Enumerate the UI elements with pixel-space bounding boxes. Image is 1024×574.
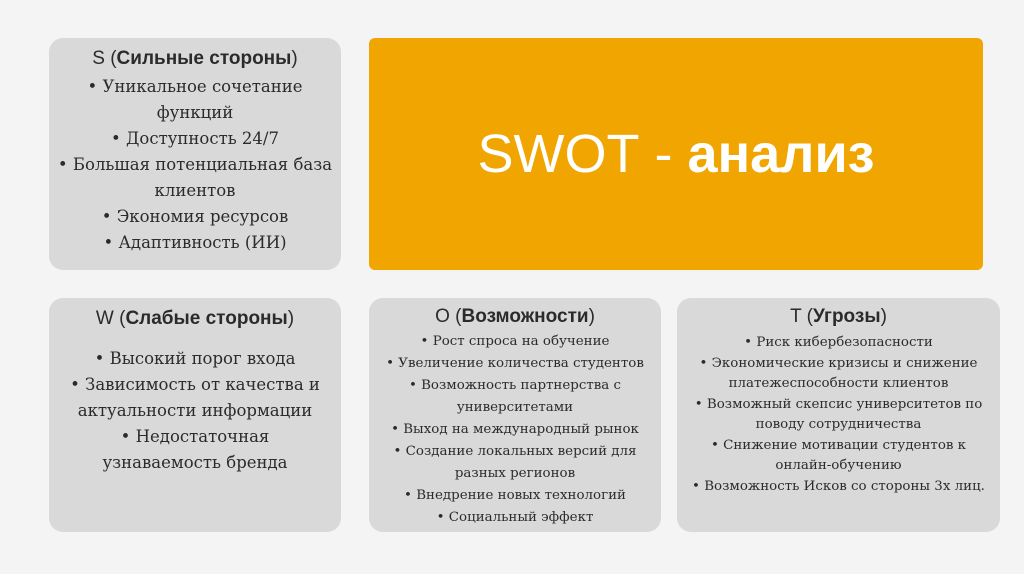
list-item: • Снижение мотивации студентов к онлайн-обучению	[677, 436, 1000, 477]
title-analysis: анализ	[687, 124, 875, 184]
weaknesses-label: Слабые стороны	[125, 308, 288, 329]
opportunities-card	[369, 298, 661, 532]
list-item: • Адаптивность (ИИ)	[49, 230, 341, 256]
weaknesses-close: )	[287, 308, 295, 329]
list-item: • Рост спроса на обучение	[369, 331, 661, 353]
list-item: • Экономия ресурсов	[49, 204, 341, 230]
list-item: • Возможность партнерства с университетами	[369, 375, 661, 419]
opportunities-heading	[369, 305, 661, 329]
opportunities-list	[369, 331, 661, 529]
list-item: • Социальный эффект	[369, 507, 661, 529]
strengths-close: )	[291, 48, 298, 69]
list-item: • Выход на международный рынок	[369, 419, 661, 441]
swot-title-banner	[369, 38, 983, 270]
list-item: • Доступность 24/7	[49, 126, 341, 152]
weaknesses-list	[49, 346, 341, 476]
threats-letter: T (	[790, 306, 813, 327]
list-item: • Недостаточная узнаваемость бренда	[49, 424, 341, 476]
threats-card	[677, 298, 1000, 532]
weaknesses-card	[49, 298, 341, 532]
opportunities-label: Возможности	[461, 306, 589, 327]
threats-heading	[677, 305, 1000, 329]
threats-close: )	[880, 306, 887, 327]
list-item: • Большая потенциальная база клиентов	[49, 152, 341, 204]
strengths-label: Сильные стороны	[116, 48, 292, 69]
title-swot: SWOT	[477, 124, 640, 184]
list-item: • Возможный скепсис университетов по поводу сотрудничества	[677, 395, 1000, 436]
opportunities-letter: O (	[435, 306, 462, 327]
list-item: • Внедрение новых технологий	[369, 485, 661, 507]
weaknesses-heading	[49, 306, 341, 332]
list-item: • Высокий порог входа	[49, 346, 341, 372]
title-dash: -	[639, 124, 688, 184]
threats-list	[677, 333, 1000, 497]
list-item: • Риск кибербезопасности	[677, 333, 1000, 354]
strengths-heading	[49, 46, 341, 72]
opportunities-close: )	[588, 306, 595, 327]
list-item: • Увеличение количества студентов	[369, 353, 661, 375]
strengths-list	[49, 74, 341, 256]
list-item: • Создание локальных версий для разных регионов	[369, 441, 661, 485]
list-item: • Уникальное сочетание функций	[49, 74, 341, 126]
weaknesses-letter: W (	[95, 308, 126, 329]
list-item: • Зависимость от качества и актуальности информации	[49, 372, 341, 424]
strengths-letter: S (	[92, 48, 117, 69]
list-item: • Возможность Исков со стороны 3х лиц.	[677, 477, 1000, 498]
strengths-card	[49, 38, 341, 270]
threats-label: Угрозы	[812, 306, 881, 327]
list-item: • Экономические кризисы и снижение платежеспособности клиентов	[677, 354, 1000, 395]
